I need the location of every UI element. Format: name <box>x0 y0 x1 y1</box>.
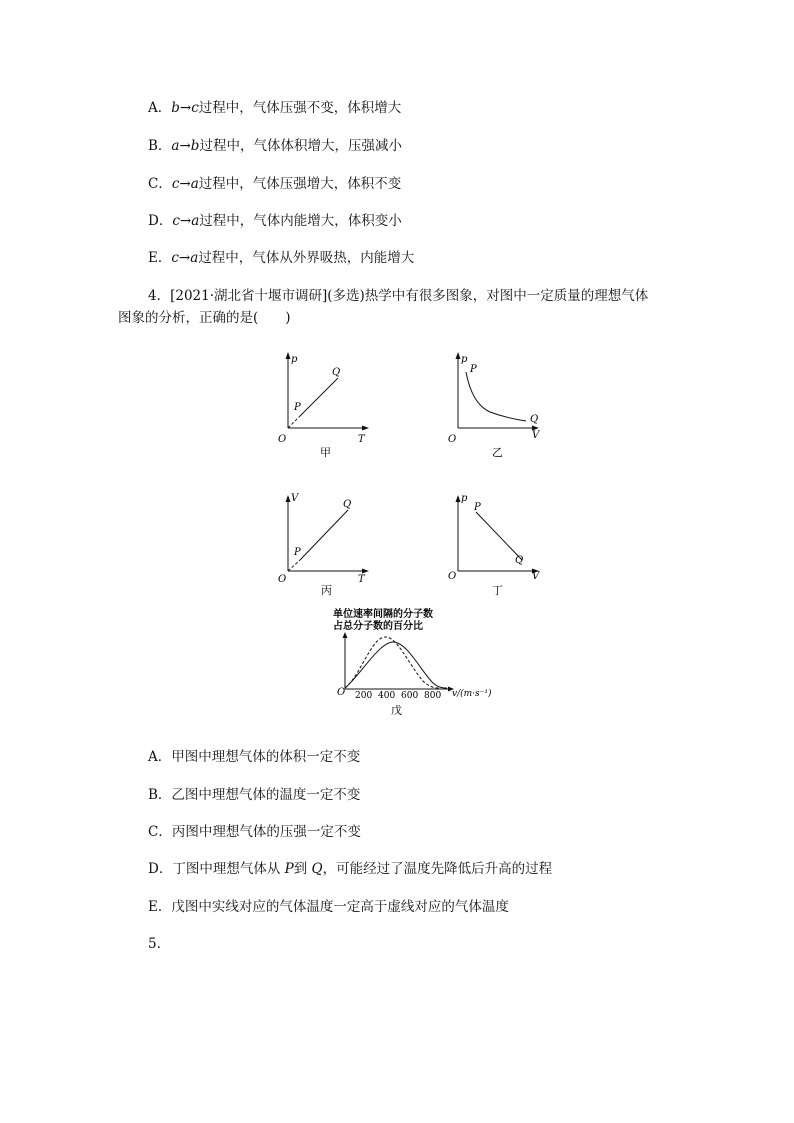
x-label: V <box>532 430 540 441</box>
dashed-distribution-curve <box>345 637 439 688</box>
origin-label: O <box>337 687 346 698</box>
y-label: p <box>291 354 298 365</box>
graph-jia <box>270 350 380 460</box>
tick-label-200: 200 <box>355 691 373 701</box>
origin-label: O <box>278 434 287 445</box>
q3-option-c: C．c→a过程中，气体压强增大，体积不变 <box>148 176 402 192</box>
x-axis-arrow <box>362 426 369 431</box>
graph-wu <box>325 605 505 720</box>
graph-caption: 乙 <box>492 446 503 459</box>
graph-caption: 丙 <box>321 584 332 597</box>
x-axis-arrow <box>362 569 369 574</box>
isotherm-curve <box>466 372 526 421</box>
q3-option-b: B．a→b过程中，气体体积增大，压强减小 <box>148 138 402 154</box>
process-line <box>476 512 522 560</box>
q4-stem-line1: 4．[2021·湖北省十堰市调研](多选)热学中有很多图象，对图中一定质量的理想气体 <box>148 288 649 304</box>
point-p-label: P <box>470 364 477 375</box>
q4-option-a: A．甲图中理想气体的体积一定不变 <box>148 749 361 765</box>
graph-caption: 丁 <box>492 584 503 597</box>
process-line <box>300 510 348 560</box>
q4-option-d: D．丁图中理想气体从 P到 Q，可能经过了温度先降低后升高的过程 <box>148 861 553 877</box>
x-label: T <box>358 574 365 585</box>
graph-caption: 戊 <box>391 704 402 717</box>
origin-label: O <box>448 434 457 445</box>
q4-option-c: C．丙图中理想气体的压强一定不变 <box>148 824 361 840</box>
q4-option-b: B．乙图中理想气体的温度一定不变 <box>148 787 361 803</box>
graph-caption: 甲 <box>320 446 331 459</box>
graph-yi <box>440 350 550 460</box>
tick-label-800: 800 <box>424 691 442 701</box>
extension-dashed <box>288 416 300 428</box>
graph-title-line1: 单位速率间隔的分子数 <box>333 609 433 620</box>
graph-title-line2: 占总分子数的百分比 <box>333 621 423 632</box>
x-label: T <box>358 434 365 445</box>
tick-label-600: 600 <box>401 691 419 701</box>
y-axis-arrow <box>456 495 461 502</box>
q3-option-d: D．c→a过程中，气体内能增大，体积变小 <box>148 213 402 229</box>
q3-option-e: E．c→a过程中，气体从外界吸热，内能增大 <box>148 250 415 266</box>
point-p-label: P <box>294 547 301 558</box>
y-axis-arrow <box>286 495 291 502</box>
origin-label: O <box>278 574 287 585</box>
point-q-label: Q <box>343 499 352 510</box>
q4-stem <box>118 285 678 329</box>
point-p-label: P <box>474 502 481 513</box>
y-label: V <box>291 493 299 504</box>
y-axis-arrow <box>286 352 291 359</box>
graph-bing <box>270 493 380 603</box>
solid-distribution-curve <box>345 642 447 688</box>
point-q-label: Q <box>332 367 341 378</box>
q4-option-e: E．戊图中实线对应的气体温度一定高于虚线对应的气体温度 <box>148 899 509 915</box>
point-p-label: P <box>294 402 301 413</box>
point-q-label: Q <box>530 414 539 425</box>
y-axis-arrow <box>456 352 461 359</box>
process-line <box>300 378 338 416</box>
origin-label: O <box>448 571 457 582</box>
q5-number: 5. <box>148 936 161 952</box>
q4-stem-line2: 图象的分析，正确的是( ) <box>118 310 291 326</box>
tick-label-400: 400 <box>378 691 396 701</box>
y-axis-arrow <box>343 632 348 638</box>
point-q-label: Q <box>515 555 524 566</box>
y-label: p <box>461 493 468 504</box>
x-label: V <box>532 571 540 582</box>
x-axis-label: v/(m·s⁻¹) <box>452 689 492 699</box>
y-label: p <box>461 354 468 365</box>
graph-ding <box>440 493 550 603</box>
extension-dashed <box>288 560 300 571</box>
q3-option-a: A．b→c过程中，气体压强不变，体积增大 <box>148 100 402 116</box>
